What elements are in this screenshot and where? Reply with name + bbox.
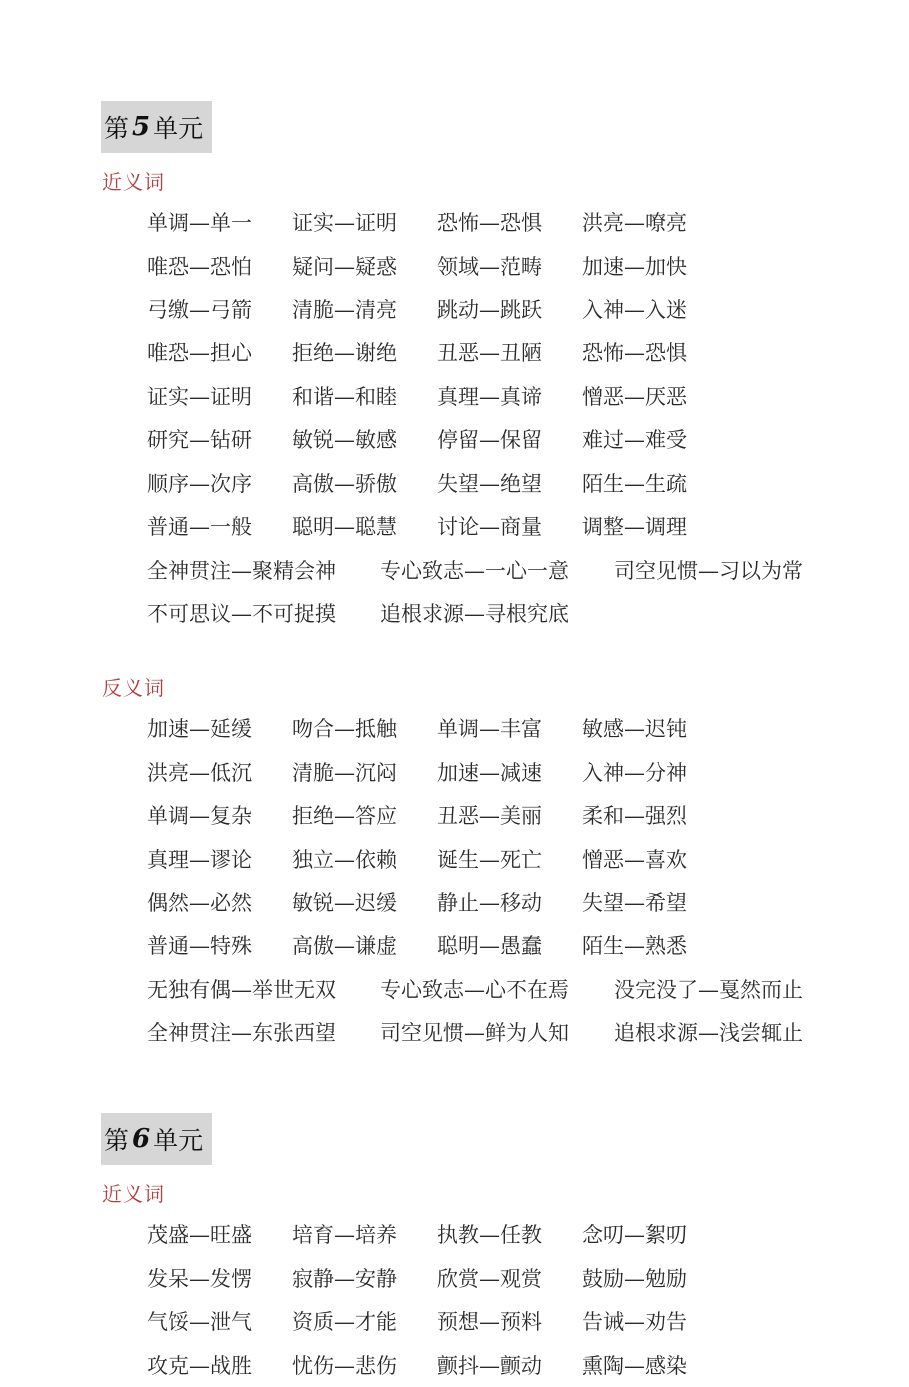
word-row — [0, 556, 909, 586]
word-row — [0, 714, 909, 744]
word-row — [0, 295, 909, 325]
word-pair: 告诫—劝告 — [582, 1310, 687, 1334]
word-pair: 欣赏—观赏 — [437, 1267, 542, 1291]
word-pair: 失望—希望 — [582, 891, 687, 915]
word-pair: 失望—绝望 — [437, 472, 542, 496]
word-pair: 茂盛—旺盛 — [147, 1223, 252, 1247]
word-row — [0, 252, 909, 282]
word-pair: 静止—移动 — [437, 891, 542, 915]
word-pair: 真理—真谛 — [437, 385, 542, 409]
word-pair: 熏陶—感染 — [582, 1354, 687, 1378]
word-pair: 和谐—和睦 — [292, 385, 397, 409]
synonyms-label: 近义词 — [102, 170, 165, 194]
word-row — [0, 845, 909, 875]
unit-title-suffix: 单元 — [153, 1126, 204, 1155]
word-pair: 独立—依赖 — [292, 848, 397, 872]
word-pair: 预想—预料 — [437, 1310, 542, 1334]
word-pair: 偶然—必然 — [147, 891, 252, 915]
word-row — [0, 1264, 909, 1294]
word-pair: 洪亮—嘹亮 — [582, 211, 687, 235]
word-pair: 柔和—强烈 — [582, 804, 687, 828]
word-row — [0, 469, 909, 499]
word-pair: 全神贯注—聚精会神 — [147, 559, 336, 583]
word-pair: 高傲—骄傲 — [292, 472, 397, 496]
word-pair: 忧伤—悲伤 — [292, 1354, 397, 1378]
word-pair: 聪明—聪慧 — [292, 515, 397, 539]
word-pair: 洪亮—低沉 — [147, 761, 252, 785]
word-pair: 聪明—愚蠢 — [437, 934, 542, 958]
word-row — [0, 208, 909, 238]
unit-title-prefix: 第 — [104, 114, 130, 143]
word-pair: 拒绝—谢绝 — [292, 341, 397, 365]
word-pair: 拒绝—答应 — [292, 804, 397, 828]
word-row — [0, 1307, 909, 1337]
word-pair: 吻合—抵触 — [292, 717, 397, 741]
unit-title-suffix: 单元 — [153, 114, 204, 143]
word-pair: 资质—才能 — [292, 1310, 397, 1334]
word-pair: 无独有偶—举世无双 — [147, 978, 336, 1002]
word-pair: 入神—入迷 — [582, 298, 687, 322]
word-pair: 憎恶—厌恶 — [582, 385, 687, 409]
word-pair: 调整—调理 — [582, 515, 687, 539]
word-pair: 恐怖—恐惧 — [582, 341, 687, 365]
word-pair: 颤抖—颤动 — [437, 1354, 542, 1378]
word-pair: 不可思议—不可捉摸 — [147, 602, 336, 626]
word-pair: 疑问—疑惑 — [292, 255, 397, 279]
word-pair: 研究—钻研 — [147, 428, 252, 452]
word-row — [0, 801, 909, 831]
word-pair: 证实—证明 — [147, 385, 252, 409]
word-pair: 恐怖—恐惧 — [437, 211, 542, 235]
word-pair: 顺序—次序 — [147, 472, 252, 496]
word-pair: 弓缴—弓箭 — [147, 298, 252, 322]
synonyms-label: 近义词 — [102, 1182, 165, 1206]
word-pair: 培育—培养 — [292, 1223, 397, 1247]
word-pair: 证实—证明 — [292, 211, 397, 235]
word-pair: 发呆—发愣 — [147, 1267, 252, 1291]
word-row — [0, 975, 909, 1005]
word-pair: 全神贯注—东张西望 — [147, 1021, 336, 1045]
word-pair: 加速—加快 — [582, 255, 687, 279]
word-pair: 敏锐—敏感 — [292, 428, 397, 452]
word-row — [0, 888, 909, 918]
word-row — [0, 1351, 909, 1381]
word-pair: 追根求源—浅尝辄止 — [614, 1021, 803, 1045]
word-pair: 专心致志—一心一意 — [380, 559, 569, 583]
word-pair: 普通—特殊 — [147, 934, 252, 958]
word-pair: 追根求源—寻根究底 — [380, 602, 569, 626]
word-pair: 入神—分神 — [582, 761, 687, 785]
word-row — [0, 1220, 909, 1250]
word-row — [0, 382, 909, 412]
word-pair: 寂静—安静 — [292, 1267, 397, 1291]
word-pair: 没完没了—戛然而止 — [614, 978, 803, 1002]
word-pair: 诞生—死亡 — [437, 848, 542, 872]
word-pair: 唯恐—恐怕 — [147, 255, 252, 279]
word-pair: 唯恐—担心 — [147, 341, 252, 365]
unit-title-prefix: 第 — [104, 1126, 130, 1155]
unit-number: 6 — [132, 1124, 151, 1154]
word-pair: 憎恶—喜欢 — [582, 848, 687, 872]
word-pair: 敏感—迟钝 — [582, 717, 687, 741]
word-pair: 清脆—清亮 — [292, 298, 397, 322]
antonyms-label: 反义词 — [102, 676, 165, 700]
word-pair: 司空见惯—习以为常 — [614, 559, 803, 583]
unit-number: 5 — [132, 112, 151, 142]
word-row — [0, 931, 909, 961]
word-pair: 停留—保留 — [437, 428, 542, 452]
word-pair: 气馁—泄气 — [147, 1310, 252, 1334]
word-pair: 加速—减速 — [437, 761, 542, 785]
word-row — [0, 599, 909, 629]
word-pair: 专心致志—心不在焉 — [380, 978, 569, 1002]
word-pair: 领域—范畴 — [437, 255, 542, 279]
word-pair: 司空见惯—鲜为人知 — [380, 1021, 569, 1045]
word-pair: 加速—延缓 — [147, 717, 252, 741]
word-pair: 普通—一般 — [147, 515, 252, 539]
word-pair: 难过—难受 — [582, 428, 687, 452]
word-pair: 单调—丰富 — [437, 717, 542, 741]
word-pair: 高傲—谦虚 — [292, 934, 397, 958]
word-pair: 讨论—商量 — [437, 515, 542, 539]
word-pair: 攻克—战胜 — [147, 1354, 252, 1378]
word-pair: 敏锐—迟缓 — [292, 891, 397, 915]
unit-6-header — [101, 1113, 212, 1165]
word-row — [0, 512, 909, 542]
word-row — [0, 338, 909, 368]
word-pair: 丑恶—丑陋 — [437, 341, 542, 365]
word-row — [0, 425, 909, 455]
word-pair: 清脆—沉闷 — [292, 761, 397, 785]
word-pair: 念叨—絮叨 — [582, 1223, 687, 1247]
word-pair: 执教—任教 — [437, 1223, 542, 1247]
word-pair: 跳动—跳跃 — [437, 298, 542, 322]
word-pair: 丑恶—美丽 — [437, 804, 542, 828]
word-pair: 真理—谬论 — [147, 848, 252, 872]
word-row — [0, 1018, 909, 1048]
word-pair: 单调—单一 — [147, 211, 252, 235]
unit-5-header — [101, 101, 212, 153]
word-pair: 陌生—生疏 — [582, 472, 687, 496]
word-pair: 陌生—熟悉 — [582, 934, 687, 958]
word-row — [0, 758, 909, 788]
word-pair: 单调—复杂 — [147, 804, 252, 828]
word-pair: 鼓励—勉励 — [582, 1267, 687, 1291]
